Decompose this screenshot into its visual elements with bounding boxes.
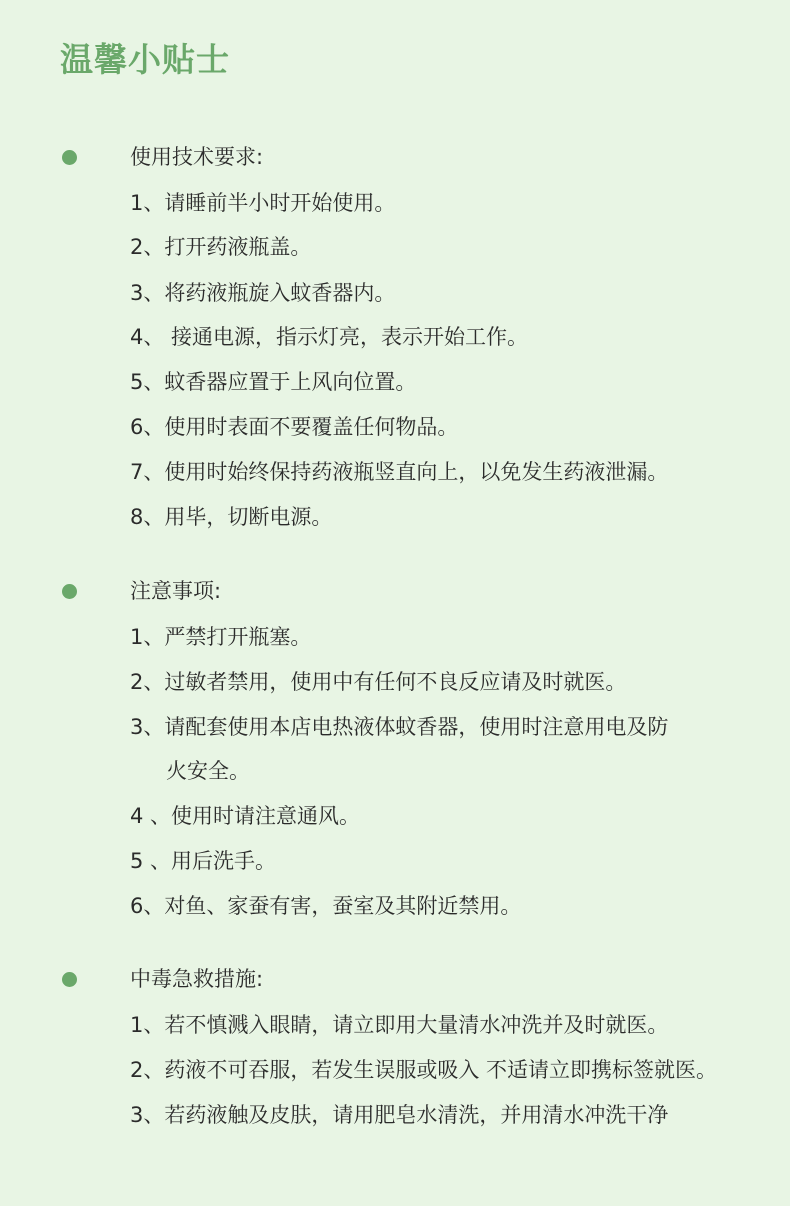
list-item: 6、使用时表面不要覆盖任何物品。: [130, 415, 459, 439]
list-item: 5、蚊香器应置于上风向位置。: [130, 370, 417, 394]
list-item: 8、用毕，切断电源。: [130, 505, 333, 529]
list-item: 5 、用后洗手。: [130, 849, 277, 873]
list-item: 3、将药液瓶旋入蚊香器内。: [130, 281, 396, 305]
bullet-icon: [62, 972, 77, 987]
list-item: 7、使用时始终保持药液瓶竖直向上，以免发生药液泄漏。: [130, 460, 669, 484]
section-heading-usage: 使用技术要求:: [130, 145, 264, 169]
list-item: 1、严禁打开瓶塞。: [130, 625, 312, 649]
list-item: 2、药液不可吞服，若发生误服或吸入 不适请立即携标签就医。: [130, 1058, 718, 1082]
page-title: 温馨小贴士: [60, 40, 230, 79]
section-heading-precautions: 注意事项:: [130, 579, 222, 603]
list-item: 4、 接通电源，指示灯亮，表示开始工作。: [130, 325, 529, 349]
list-item: 1、若不慎溅入眼睛，请立即用大量清水冲洗并及时就医。: [130, 1013, 669, 1037]
section-heading-first-aid: 中毒急救措施:: [130, 967, 264, 991]
list-item: 1、请睡前半小时开始使用。: [130, 191, 396, 215]
list-item: 2、打开药液瓶盖。: [130, 235, 312, 259]
list-item-continuation: 火安全。: [166, 759, 250, 783]
bullet-icon: [62, 150, 77, 165]
list-item: 6、对鱼、家蚕有害，蚕室及其附近禁用。: [130, 894, 522, 918]
list-item: 3、请配套使用本店电热液体蚊香器，使用时注意用电及防: [130, 715, 669, 739]
bullet-icon: [62, 584, 77, 599]
list-item: 3、若药液触及皮肤，请用肥皂水清洗，并用清水冲洗干净: [130, 1103, 669, 1127]
list-item: 2、过敏者禁用，使用中有任何不良反应请及时就医。: [130, 670, 627, 694]
list-item: 4 、使用时请注意通风。: [130, 804, 361, 828]
